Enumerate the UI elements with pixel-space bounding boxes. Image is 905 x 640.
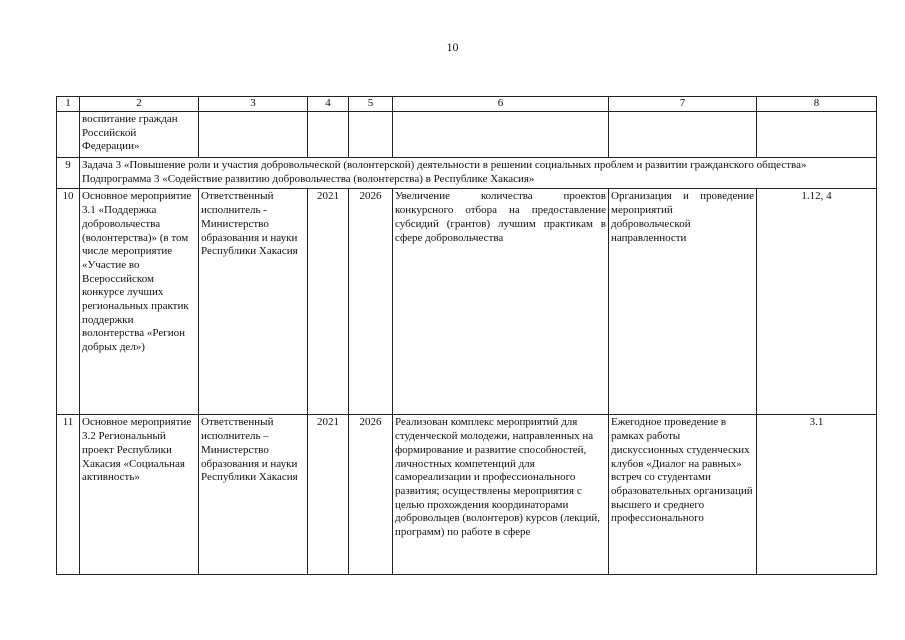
page-number: 10 — [446, 40, 459, 54]
header-cell: 8 — [757, 97, 877, 112]
subprogram-title: Подпрограмма 3 «Содействие развитию добровольчества (волонтерства) в Республике Хакасия» — [82, 172, 535, 185]
program-table — [56, 96, 877, 575]
header-cell: 3 — [199, 97, 308, 112]
header-cell: 1 — [57, 97, 80, 112]
cell-activity-continued: воспитание граждан Российской Федерации» — [80, 112, 199, 158]
start-year: 2021 — [308, 415, 349, 575]
cell-empty — [393, 112, 609, 158]
header-cell: 7 — [609, 97, 757, 112]
table-row-task — [57, 158, 877, 189]
cell-empty — [349, 112, 393, 158]
cell-empty — [757, 112, 877, 158]
consequence: Организация и проведение мероприятий добровольческой направленности — [609, 189, 757, 415]
cell-empty — [308, 112, 349, 158]
executor: Ответственный исполнитель – Министерство образования и науки Республики Хакасия — [199, 415, 308, 575]
header-cell: 4 — [308, 97, 349, 112]
header-cell: 2 — [80, 97, 199, 112]
header-row — [57, 97, 877, 112]
task-title: Задача 3 «Повышение роли и участия добровольческой (волонтерской) деятельности в решении социальных проблем и развитии гражданского общества» — [82, 159, 807, 171]
table-row — [57, 189, 877, 415]
indicator-link: 3.1 — [757, 415, 877, 575]
activity-name: Основное мероприятие 3.2 Региональный проект Республики Хакасия «Социальная активность» — [80, 415, 199, 575]
expected-result: Реализован комплекс мероприятий для студенческой молодежи, направленных на формирование и развитие способностей, личностных компетенций для самореализации и профессионального развития; осуществлены мероприятия с целью прохождения координаторами добровольцев (волонтеров) курсов (лекций, программ) по работе в сфере — [393, 415, 609, 575]
indicator-link: 1.12, 4 — [757, 189, 877, 415]
start-year: 2021 — [308, 189, 349, 415]
executor: Ответственный исполнитель - Министерство образования и науки Республики Хакасия — [199, 189, 308, 415]
cell-empty — [57, 112, 80, 158]
cell-empty — [609, 112, 757, 158]
header-cell: 6 — [393, 97, 609, 112]
row-number: 10 — [57, 189, 80, 415]
expected-result: Увеличение количества проектов конкурсного отбора на предоставление субсидий (грантов) лучшим практикам в сфере добровольчества — [393, 189, 609, 415]
activity-name: Основное мероприятие 3.1 «Поддержка добровольчества (волонтерства)» (в том числе мероприятие «Участие во Всероссийском конкурсе лучших региональных практик поддержки волонтерства «Регион добрых дел») — [80, 189, 199, 415]
cell-empty — [199, 112, 308, 158]
row-number: 11 — [57, 415, 80, 575]
table-row — [57, 415, 877, 575]
consequence: Ежегодное проведение в рамках работы дискуссионных студенческих клубов «Диалог на равных» встреч со студентами образовательных организаций высшего и среднего профессионального — [609, 415, 757, 575]
table-row — [57, 112, 877, 158]
end-year: 2026 — [349, 415, 393, 575]
header-cell: 5 — [349, 97, 393, 112]
end-year: 2026 — [349, 189, 393, 415]
task-cell — [80, 158, 877, 189]
row-number: 9 — [57, 158, 80, 189]
